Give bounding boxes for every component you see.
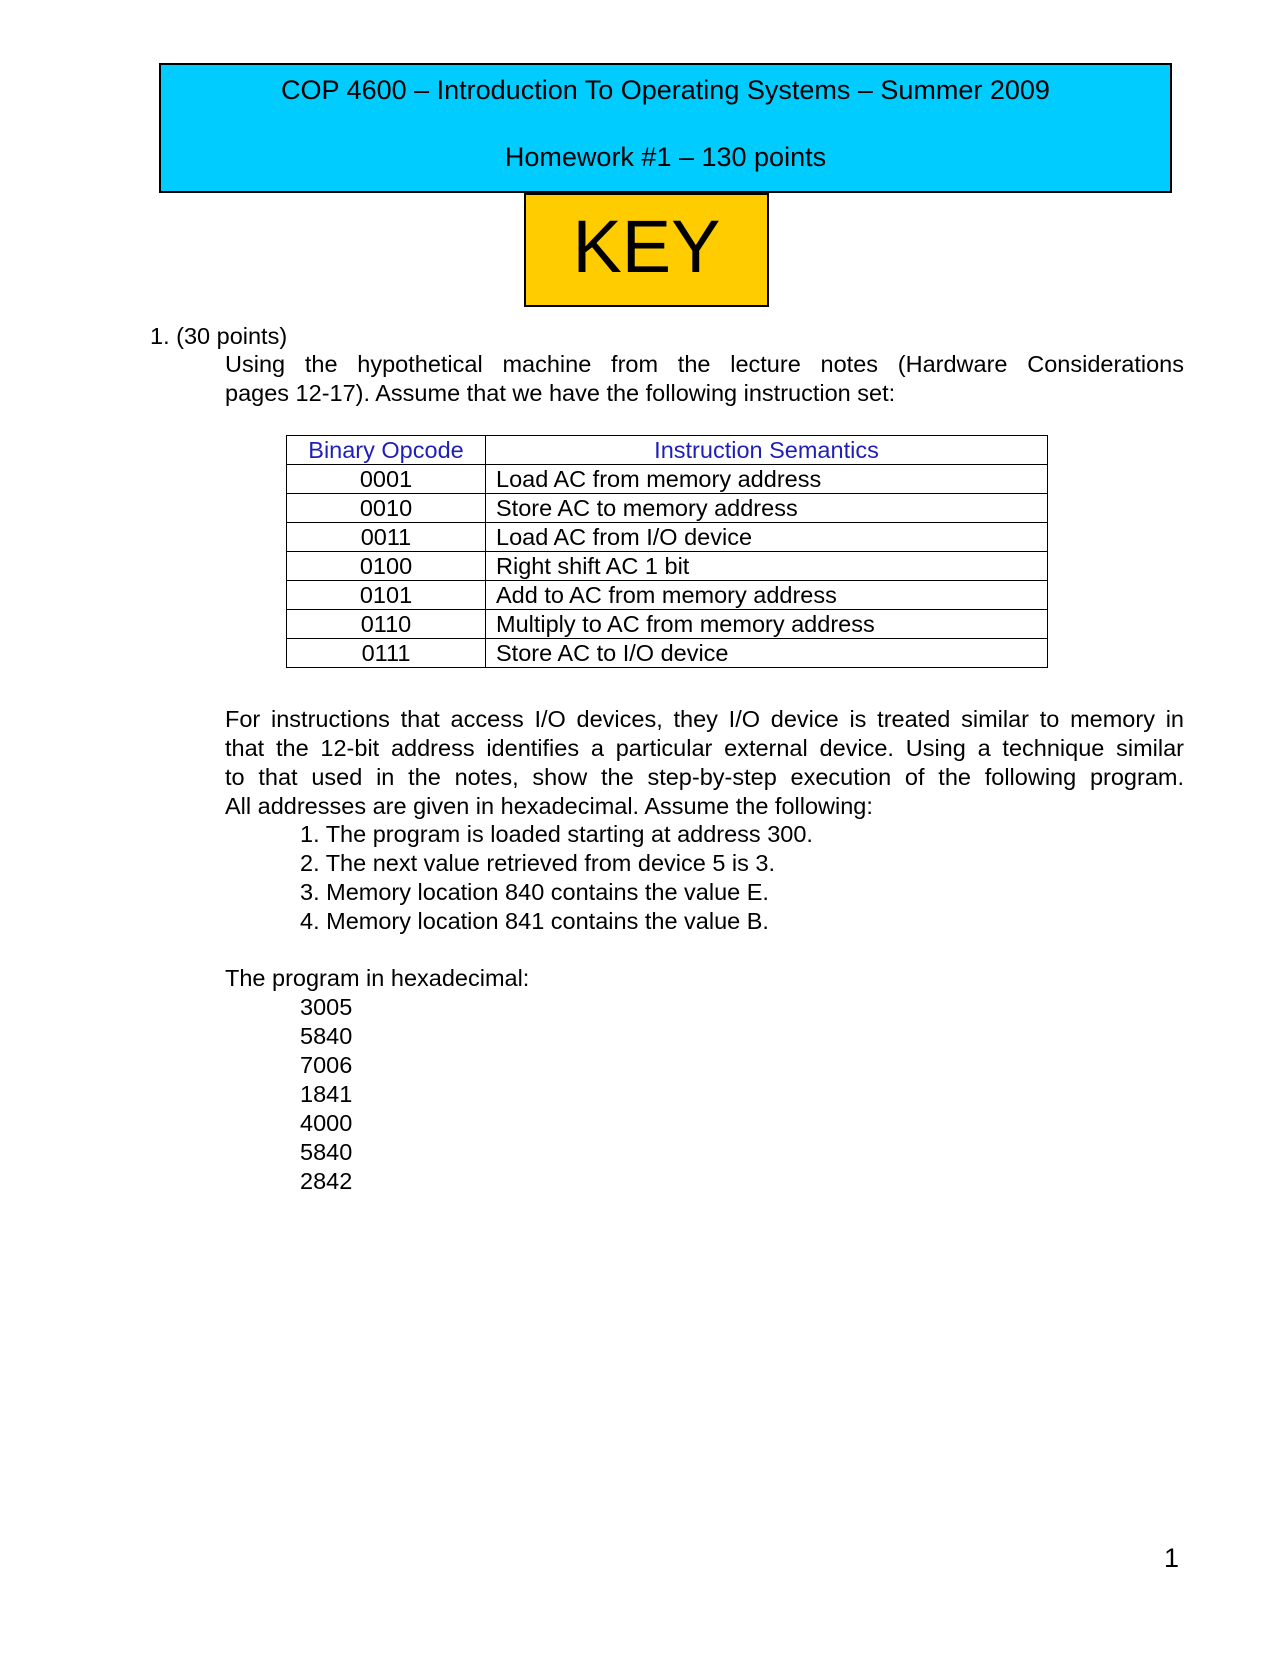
semantics-cell: Load AC from I/O device [486,523,1048,552]
opcode-cell: 0100 [287,552,486,581]
program-line: 1841 [300,1081,353,1107]
instruction-set-table [286,435,1048,668]
table-row [287,523,1048,552]
paragraph-line-2: that the 12-bit address identifies a particular external device. Using a technique similar [225,735,1184,761]
opcode-cell: 0011 [287,523,486,552]
page-number: 1 [1164,1543,1180,1573]
paragraph-line-1: For instructions that access I/O devices, they I/O device is treated similar to memory in [225,706,1184,732]
program-line: 5840 [300,1139,353,1165]
course-title: COP 4600 – Introduction To Operating Systems – Summer 2009 [281,75,1050,105]
semantics-cell: Store AC to memory address [486,494,1048,523]
opcode-cell: 0101 [287,581,486,610]
semantics-cell: Add to AC from memory address [486,581,1048,610]
header-binary-opcode: Binary Opcode [287,436,486,465]
semantics-cell: Right shift AC 1 bit [486,552,1048,581]
homework-title: Homework #1 – 130 points [504,142,827,172]
opcode-cell: 0111 [287,639,486,668]
program-line: 7006 [300,1052,353,1078]
program-line: 4000 [300,1110,353,1136]
assumption-item: 2. The next value retrieved from device 5 is 3. [300,850,776,876]
table-row [287,494,1048,523]
table-row [287,465,1048,494]
question-label: 1. (30 points) [150,323,288,349]
semantics-cell: Store AC to I/O device [486,639,1048,668]
semantics-cell: Load AC from memory address [486,465,1048,494]
table-row [287,610,1048,639]
header-instruction-semantics: Instruction Semantics [486,436,1048,465]
program-label: The program in hexadecimal: [225,965,530,991]
opcode-cell: 0001 [287,465,486,494]
assumption-item: 4. Memory location 841 contains the value B. [300,908,769,934]
program-line: 5840 [300,1023,353,1049]
program-line: 3005 [300,994,353,1020]
question-intro-line-2: pages 12-17). Assume that we have the following instruction set: [225,380,896,406]
table-header-row [287,436,1048,465]
paragraph-line-3: to that used in the notes, show the step-by-step execution of the following program. [225,764,1184,790]
paragraph-line-4: All addresses are given in hexadecimal. Assume the following: [225,793,873,819]
opcode-cell: 0010 [287,494,486,523]
table-row [287,639,1048,668]
table-row [287,552,1048,581]
assumption-item: 1. The program is loaded starting at address 300. [300,821,813,847]
question-intro-line-1: Using the hypothetical machine from the lecture notes (Hardware Considerations [225,351,1184,377]
opcode-cell: 0110 [287,610,486,639]
key-label: KEY [524,193,769,307]
semantics-cell: Multiply to AC from memory address [486,610,1048,639]
header-banner [159,63,1172,193]
table-row [287,581,1048,610]
assumption-item: 3. Memory location 840 contains the value E. [300,879,769,905]
program-line: 2842 [300,1168,353,1194]
